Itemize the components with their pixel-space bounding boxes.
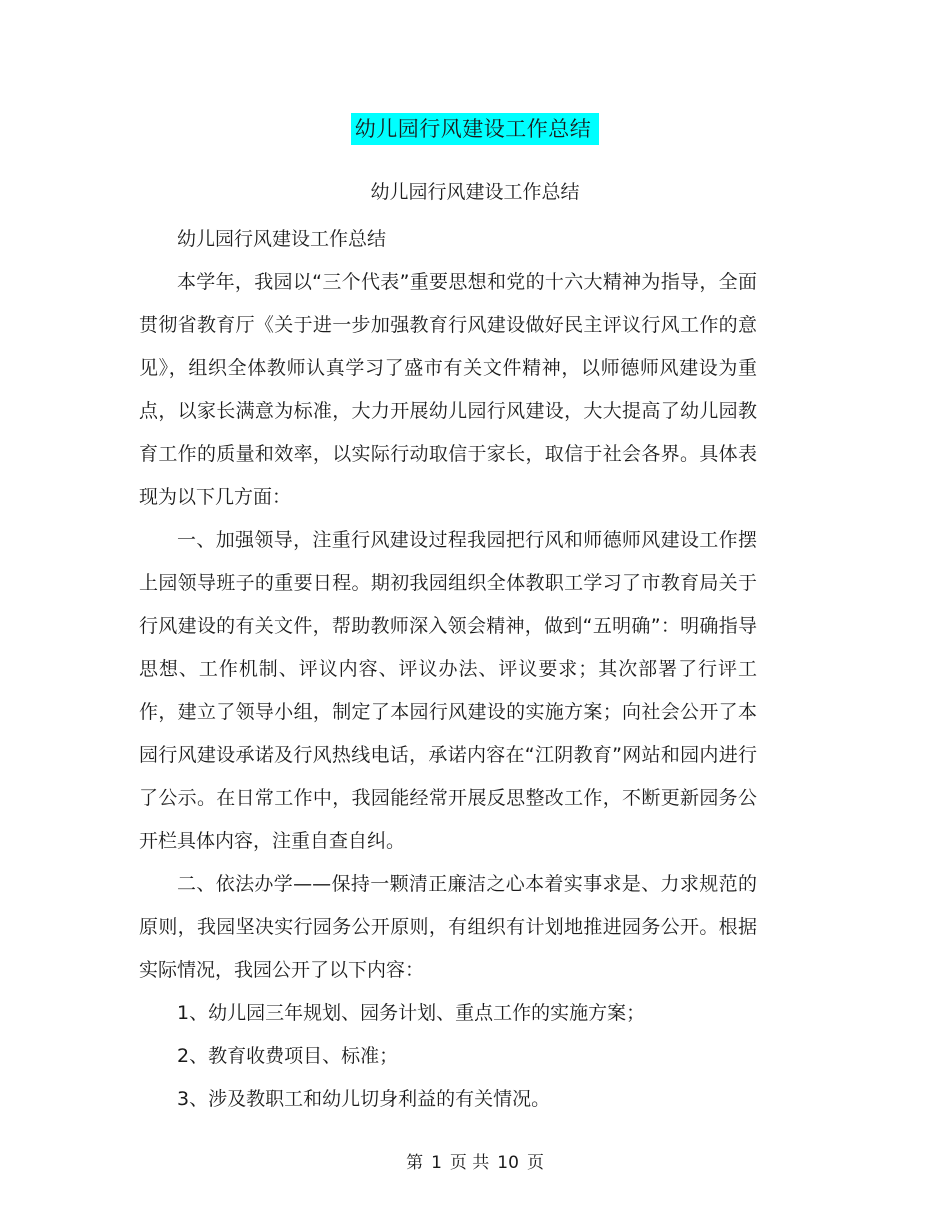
list-item: 3、涉及教职工和幼儿切身利益的有关情况。 [177, 1088, 551, 1110]
page-footer [0, 1150, 950, 1176]
list-item: 1、幼儿园三年规划、园务计划、重点工作的实施方案； [177, 1002, 646, 1024]
title-container [0, 113, 950, 145]
page-total: 10 [497, 1153, 519, 1173]
page-mid: 页 共 [449, 1153, 490, 1173]
list-item: 2、教育收费项目、标准； [177, 1045, 399, 1067]
paragraph-section-two: 二、依法办学——保持一颗清正廉洁之心本着实事求是、力求规范的原则，我园坚决实行园务公开原则，有组织有计划地推进园务公开。根据实际情况，我园公开了以下内容： [139, 873, 757, 981]
document-title: 幼儿园行风建设工作总结 [351, 113, 600, 145]
document-heading: 幼儿园行风建设工作总结 [177, 228, 387, 250]
paragraph-section-one: 一、加强领导，注重行风建设过程我园把行风和师德师风建设工作摆上园领导班子的重要日程。期初我园组织全体教职工学习了市教育局关于行风建设的有关文件，帮助教师深入领会精神，做到“五明确”：明确指导思想、工作机制、评议内容、评议办法、评议要求；其次部署了行评工作，建立了领导小组，制定了本园行风建设的实施方案；向社会公开了本园行风建设承诺及行风热线电话，承诺内容在“江阴教育”网站和园内进行了公示。在日常工作中，我园能经常开展反思整改工作，不断更新园务公开栏具体内容，注重自查自纠。 [139, 529, 757, 852]
page-suffix: 页 [526, 1153, 544, 1173]
paragraph-intro: 本学年，我园以“三个代表”重要思想和党的十六大精神为指导，全面贯彻省教育厅《关于进一步加强教育行风建设做好民主评议行风工作的意见》，组织全体教师认真学习了盛市有关文件精神，以师德师风建设为重点，以家长满意为标准，大力开展幼儿园行风建设，大大提高了幼儿园教育工作的质量和效率，以实际行动取信于家长，取信于社会各界。具体表现为以下几方面： [139, 271, 757, 508]
document-body [139, 218, 757, 1121]
page-number: 1 [431, 1153, 442, 1173]
document-subtitle: 幼儿园行风建设工作总结 [370, 181, 580, 203]
page-prefix: 第 [406, 1153, 424, 1173]
